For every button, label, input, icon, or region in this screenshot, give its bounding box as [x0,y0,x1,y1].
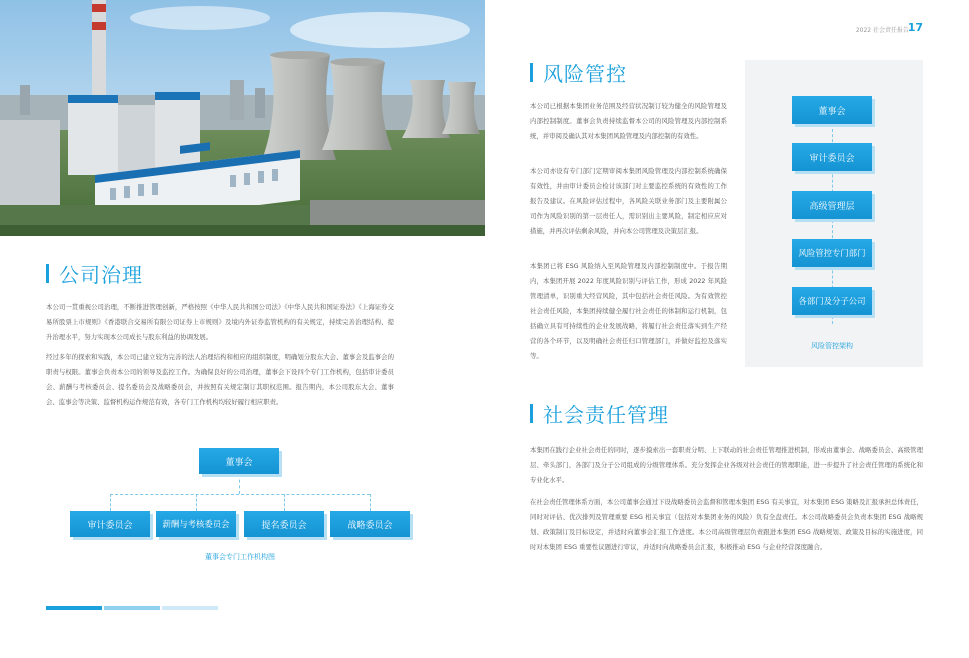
risk-chart-caption: 风险管控架构 [811,342,853,350]
org-connector [110,494,370,495]
title-accent-bar [530,404,533,423]
risk-node-senior-management: 高级管理层 [792,191,872,219]
section-title-risk: 风险管控 [530,58,627,87]
risk-node-audit: 审计委员会 [792,143,872,171]
org-connector [110,494,111,511]
risk-paragraph-2: 本公司亦设有专门部门定期审阅本集团风险管理及内部控制系统确保有效性，并由审计委员会检讨该部门对主要监控系统的有效性的工作报告及建议。在风险评估过程中，各风险关联业务部门及主要附属公司作为风险识别的第一层责任人，需识别出主要风险，制定相应应对措施，并再次评估剩余风险，并向本公司管理及决策层汇报。 [530,167,727,235]
decorative-bar [162,606,218,610]
title-accent-bar [46,264,49,283]
org-node-remuneration: 薪酬与考核委员会 [156,511,236,537]
org-node-strategy: 战略委员会 [330,511,410,537]
org-node-board: 董事会 [199,448,279,474]
risk-node-departments-subsidiaries: 各部门及分子公司 [792,287,872,315]
governance-chart-caption: 董事会专门工作机构图 [205,553,275,561]
org-connector [284,494,285,511]
page-number: 17 [907,21,923,34]
org-connector [196,494,197,511]
risk-node-board: 董事会 [792,96,872,124]
title-accent-bar [530,63,533,82]
decorative-bar [104,606,160,610]
governance-paragraph-2: 经过多年的探索和实践，本公司已建立较为完善的法人治理结构和相应的组织制度，明确划分股东大会、董事会及监事会的职责与权限。董事会负责本公司的领导及监控工作。为确保良好的公司治理，董事会下设四个专门工作机构，包括审计委员会、薪酬与考核委员会、提名委员会及战略委员会，并按照有关规定制订其职权范围。报告期内，本公司股东大会、董事会、监事会等决策、监督机构运作规范有效，各专门工作机构均较好履行相应职责。 [46,353,394,406]
org-node-audit: 审计委员会 [70,511,150,537]
running-header: 2022 社会责任报告 [855,27,909,34]
risk-node-risk-department: 风险管控专门部门 [792,239,872,267]
csr-paragraph-1: 本集团在践行企业社会责任的同时，逐步摸索出一套职责分明、上下联动的社会责任管理推进机制，形成由董事会、战略委员会、高级管理层、牵头部门、各部门及分子公司组成的分级管理体系。充分发挥企业各级对社会责任的管理职能，进一步提升了社会责任管理的系统化和专业化水平。 [530,446,923,484]
risk-paragraph-3: 本集团已将 ESG 风险纳入至风险管理及内部控制制度中。于报告期内，本集团开展 2022 年度风险识别与评估工作，形成 2022 年风险管理清单，识别重大经营风险，其中包括社会责任风险。为有效管控社会责任风险，本集团持续健全履行社会责任的体制和运行机制，包括确立具有可持续性的企业发展战略，将履行社会责任落实到生产经营的各个环节，以及明确社会责任归口管理部门，并做好监控及落实等。 [530,262,727,360]
section-title-governance: 公司治理 [46,259,143,288]
org-node-nomination: 提名委员会 [244,511,324,537]
org-connector [370,494,371,511]
decorative-bar [46,606,102,610]
csr-paragraph-2: 在社会责任管理体系方面，本公司董事会通过下设战略委员会监督和管理本集团 ESG 有关事宜，对本集团 ESG 策略及汇报承担总体责任，同时对评估、优次排列及管理重要 ESG 相关事宜（包括对本集团业务的风险）负有全盘责任。本公司战略委员会负责本集团 ESG 战略规划、政策制订及目标设定，并适时向董事会汇报工作进度。本公司高级管理层负责跟进本集团 ESG 战略规划、政策及目标的实施进度，同时对本集团 ESG 重要性议题进行审议，并适时向战略委员会汇报，积极推动 ESG 与企业经营深度融合。 [530,498,923,551]
risk-paragraph-1: 本公司已根据本集团业务范围及经营状况制订较为健全的风险管理及内部控制制度。董事会负责持续监督本公司的风险管理及内部控制系统，并审阅及确认其对本集团风险管理及内部控制的有效性。 [530,102,727,140]
governance-paragraph-1: 本公司一贯重视公司治理，不断推进管理创新，严格按照《中华人民共和国公司法》《中华人民共和国证券法》《上海证券交易所股票上市规则》《香港联合交易所有限公司证券上市规则》及境内外证券监管机构的有关规定，持续完善治理结构、提升治理水平，努力实现本公司成长与股东利益的协调发展。 [46,303,394,341]
section-title-csr: 社会责任管理 [530,399,669,428]
power-plant-photo [0,0,485,236]
org-connector [239,474,240,494]
